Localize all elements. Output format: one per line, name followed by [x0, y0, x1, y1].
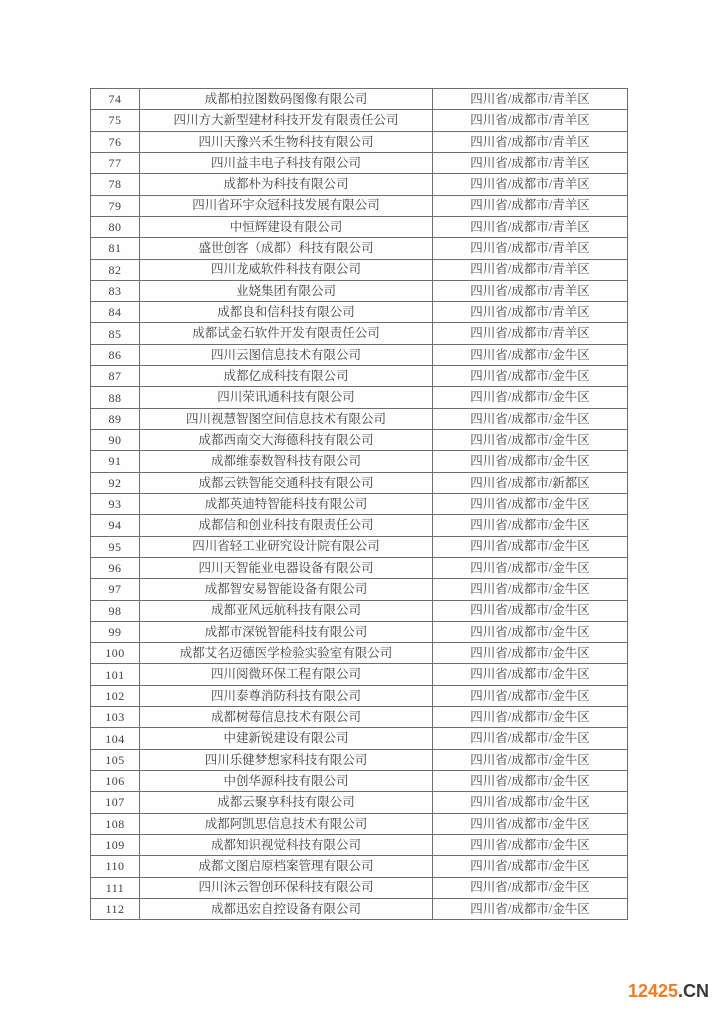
- cell-company-name: 成都朴为科技有限公司: [140, 174, 433, 194]
- cell-region: 四川省/成都市/金牛区: [470, 688, 590, 703]
- table-row: [91, 260, 627, 281]
- table-row: [91, 302, 627, 323]
- cell-row-number: 92: [91, 473, 140, 493]
- cell-company-name: 成都试金石软件开发有限责任公司: [140, 323, 433, 343]
- cell-company-name: 四川泰尊消防科技有限公司: [140, 686, 433, 706]
- cell-row-number: 105: [91, 750, 140, 770]
- table-row: [91, 132, 627, 153]
- cell-row-number: 89: [91, 409, 140, 429]
- cell-company-name: 盛世创客（成都）科技有限公司: [140, 238, 433, 258]
- cell-row-number: 106: [91, 771, 140, 791]
- table-row: [91, 345, 627, 366]
- company-table: [90, 88, 628, 920]
- cell-row-number: 96: [91, 558, 140, 578]
- cell-region: 四川省/成都市/青羊区: [470, 262, 590, 277]
- cell-region: 四川省/成都市/金牛区: [470, 454, 590, 469]
- watermark-tld: .CN: [678, 981, 709, 1001]
- cell-row-number: 86: [91, 345, 140, 365]
- cell-company-name: 成都信和创业科技有限责任公司: [140, 515, 433, 535]
- cell-company-name: 成都亿成科技有限公司: [140, 366, 433, 386]
- watermark-logo: [628, 981, 709, 1002]
- cell-region: 四川省/成都市/金牛区: [470, 773, 590, 788]
- cell-company-name: 业娆集团有限公司: [140, 281, 433, 301]
- table-row: [91, 451, 627, 472]
- cell-row-number: 103: [91, 707, 140, 727]
- cell-company-name: 成都艾名迈德医学检验实验室有限公司: [140, 643, 433, 663]
- table-row: [91, 409, 627, 430]
- cell-row-number: 110: [91, 856, 140, 876]
- cell-region: 四川省/成都市/金牛区: [470, 709, 590, 724]
- table-row: [91, 110, 627, 131]
- cell-region: 四川省/成都市/金牛区: [470, 603, 590, 618]
- cell-company-name: 四川乐健梦想家科技有限公司: [140, 750, 433, 770]
- table-row: [91, 558, 627, 579]
- cell-region: 四川省/成都市/金牛区: [470, 624, 590, 639]
- cell-region: 四川省/成都市/金牛区: [470, 901, 590, 916]
- cell-company-name: 中恒辉建设有限公司: [140, 217, 433, 237]
- cell-company-name: 成都云铁智能交通科技有限公司: [140, 473, 433, 493]
- table-row: [91, 707, 627, 728]
- cell-region: 四川省/成都市/金牛区: [470, 752, 590, 767]
- table-row: [91, 643, 627, 664]
- table-row: [91, 622, 627, 643]
- cell-row-number: 78: [91, 174, 140, 194]
- watermark-number: 12425: [627, 981, 678, 1001]
- table-row: [91, 515, 627, 536]
- cell-row-number: 95: [91, 537, 140, 557]
- cell-region: 四川省/成都市/金牛区: [470, 518, 590, 533]
- cell-row-number: 87: [91, 366, 140, 386]
- cell-company-name: 四川益丰电子科技有限公司: [140, 153, 433, 173]
- cell-region: 四川省/成都市/金牛区: [470, 646, 590, 661]
- cell-region: 四川省/成都市/青羊区: [470, 91, 590, 106]
- cell-row-number: 74: [91, 89, 140, 109]
- table-row: [91, 153, 627, 174]
- cell-company-name: 成都西南交大海德科技有限公司: [140, 430, 433, 450]
- table-row: [91, 494, 627, 515]
- cell-row-number: 98: [91, 601, 140, 621]
- cell-company-name: 成都阿凯思信息技术有限公司: [140, 814, 433, 834]
- cell-company-name: 成都树莓信息技术有限公司: [140, 707, 433, 727]
- cell-company-name: 成都英迪特智能科技有限公司: [140, 494, 433, 514]
- cell-company-name: 成都知识视觉科技有限公司: [140, 835, 433, 855]
- table-row: [91, 601, 627, 622]
- cell-row-number: 94: [91, 515, 140, 535]
- table-row: [91, 473, 627, 494]
- table-row: [91, 196, 627, 217]
- cell-region: 四川省/成都市/青羊区: [470, 219, 590, 234]
- cell-company-name: 四川云图信息技术有限公司: [140, 345, 433, 365]
- table-row: [91, 430, 627, 451]
- cell-company-name: 成都维泰数智科技有限公司: [140, 451, 433, 471]
- cell-row-number: 107: [91, 792, 140, 812]
- cell-region: 四川省/成都市/金牛区: [470, 411, 590, 426]
- cell-region: 四川省/成都市/金牛区: [470, 347, 590, 362]
- table-row: [91, 814, 627, 835]
- table-row: [91, 238, 627, 259]
- cell-row-number: 91: [91, 451, 140, 471]
- cell-company-name: 四川天智能业电器设备有限公司: [140, 558, 433, 578]
- table-row: [91, 174, 627, 195]
- cell-row-number: 100: [91, 643, 140, 663]
- cell-region: 四川省/成都市/金牛区: [470, 880, 590, 895]
- cell-row-number: 104: [91, 728, 140, 748]
- cell-row-number: 101: [91, 664, 140, 684]
- cell-row-number: 76: [91, 132, 140, 152]
- cell-company-name: 中创华源科技有限公司: [140, 771, 433, 791]
- cell-region: 四川省/成都市/金牛区: [470, 368, 590, 383]
- cell-region: 四川省/成都市/青羊区: [470, 113, 590, 128]
- cell-row-number: 81: [91, 238, 140, 258]
- table-row: [91, 856, 627, 877]
- cell-company-name: 成都良和信科技有限公司: [140, 302, 433, 322]
- cell-region: 四川省/成都市/青羊区: [470, 177, 590, 192]
- cell-region: 四川省/成都市/金牛区: [470, 582, 590, 597]
- cell-region: 四川省/成都市/金牛区: [470, 667, 590, 682]
- cell-region: 四川省/成都市/金牛区: [470, 390, 590, 405]
- cell-company-name: 四川沐云智创环保科技有限公司: [140, 878, 433, 898]
- cell-company-name: 四川省环宇众冠科技发展有限公司: [140, 196, 433, 216]
- table-row: [91, 899, 627, 919]
- table-row: [91, 792, 627, 813]
- cell-row-number: 112: [91, 899, 140, 919]
- cell-region: 四川省/成都市/金牛区: [470, 795, 590, 810]
- table-row: [91, 323, 627, 344]
- cell-region: 四川省/成都市/金牛区: [470, 859, 590, 874]
- table-row: [91, 728, 627, 749]
- cell-region: 四川省/成都市/青羊区: [470, 134, 590, 149]
- table-row: [91, 771, 627, 792]
- cell-region: 四川省/成都市/青羊区: [470, 305, 590, 320]
- cell-region: 四川省/成都市/金牛区: [470, 816, 590, 831]
- cell-row-number: 75: [91, 110, 140, 130]
- cell-company-name: 成都柏拉图数码图像有限公司: [140, 89, 433, 109]
- table-row: [91, 686, 627, 707]
- cell-row-number: 77: [91, 153, 140, 173]
- cell-row-number: 85: [91, 323, 140, 343]
- table-row: [91, 579, 627, 600]
- cell-company-name: 四川方大新型建材科技开发有限责任公司: [140, 110, 433, 130]
- table-row: [91, 750, 627, 771]
- table-row: [91, 664, 627, 685]
- table-row: [91, 835, 627, 856]
- table-row: [91, 537, 627, 558]
- cell-region: 四川省/成都市/青羊区: [470, 155, 590, 170]
- cell-region: 四川省/成都市/青羊区: [470, 326, 590, 341]
- cell-company-name: 四川省轻工业研究设计院有限公司: [140, 537, 433, 557]
- cell-row-number: 88: [91, 387, 140, 407]
- cell-row-number: 108: [91, 814, 140, 834]
- table-row: [91, 281, 627, 302]
- cell-region: 四川省/成都市/金牛区: [470, 496, 590, 511]
- cell-row-number: 109: [91, 835, 140, 855]
- cell-row-number: 111: [91, 878, 140, 898]
- cell-company-name: 四川荣讯通科技有限公司: [140, 387, 433, 407]
- cell-company-name: 成都云聚享科技有限公司: [140, 792, 433, 812]
- cell-company-name: 中建新锐建设有限公司: [140, 728, 433, 748]
- table-row: [91, 366, 627, 387]
- cell-company-name: 成都亚风远航科技有限公司: [140, 601, 433, 621]
- table-row: [91, 89, 627, 110]
- cell-region: 四川省/成都市/金牛区: [470, 837, 590, 852]
- cell-region: 四川省/成都市/金牛区: [470, 560, 590, 575]
- cell-company-name: 成都智安易智能设备有限公司: [140, 579, 433, 599]
- cell-company-name: 四川视慧智图空间信息技术有限公司: [140, 409, 433, 429]
- cell-row-number: 90: [91, 430, 140, 450]
- cell-row-number: 99: [91, 622, 140, 642]
- cell-region: 四川省/成都市/金牛区: [470, 432, 590, 447]
- cell-region: 四川省/成都市/金牛区: [470, 731, 590, 746]
- cell-company-name: 四川龙威软件科技有限公司: [140, 260, 433, 280]
- cell-row-number: 80: [91, 217, 140, 237]
- table-row: [91, 217, 627, 238]
- cell-row-number: 102: [91, 686, 140, 706]
- cell-region: 四川省/成都市/青羊区: [470, 241, 590, 256]
- table-row: [91, 878, 627, 899]
- cell-company-name: 成都文图启原档案管理有限公司: [140, 856, 433, 876]
- cell-company-name: 成都市深锐智能科技有限公司: [140, 622, 433, 642]
- cell-row-number: 84: [91, 302, 140, 322]
- cell-region: 四川省/成都市/青羊区: [470, 198, 590, 213]
- cell-region: 四川省/成都市/新都区: [470, 475, 590, 490]
- cell-row-number: 83: [91, 281, 140, 301]
- table-row: [91, 387, 627, 408]
- cell-region: 四川省/成都市/青羊区: [470, 283, 590, 298]
- cell-row-number: 79: [91, 196, 140, 216]
- cell-row-number: 97: [91, 579, 140, 599]
- cell-row-number: 93: [91, 494, 140, 514]
- cell-company-name: 四川阅微环保工程有限公司: [140, 664, 433, 684]
- cell-region: 四川省/成都市/金牛区: [470, 539, 590, 554]
- cell-row-number: 82: [91, 260, 140, 280]
- cell-company-name: 四川天豫兴禾生物科技有限公司: [140, 132, 433, 152]
- cell-company-name: 成都迅宏自控设备有限公司: [140, 899, 433, 919]
